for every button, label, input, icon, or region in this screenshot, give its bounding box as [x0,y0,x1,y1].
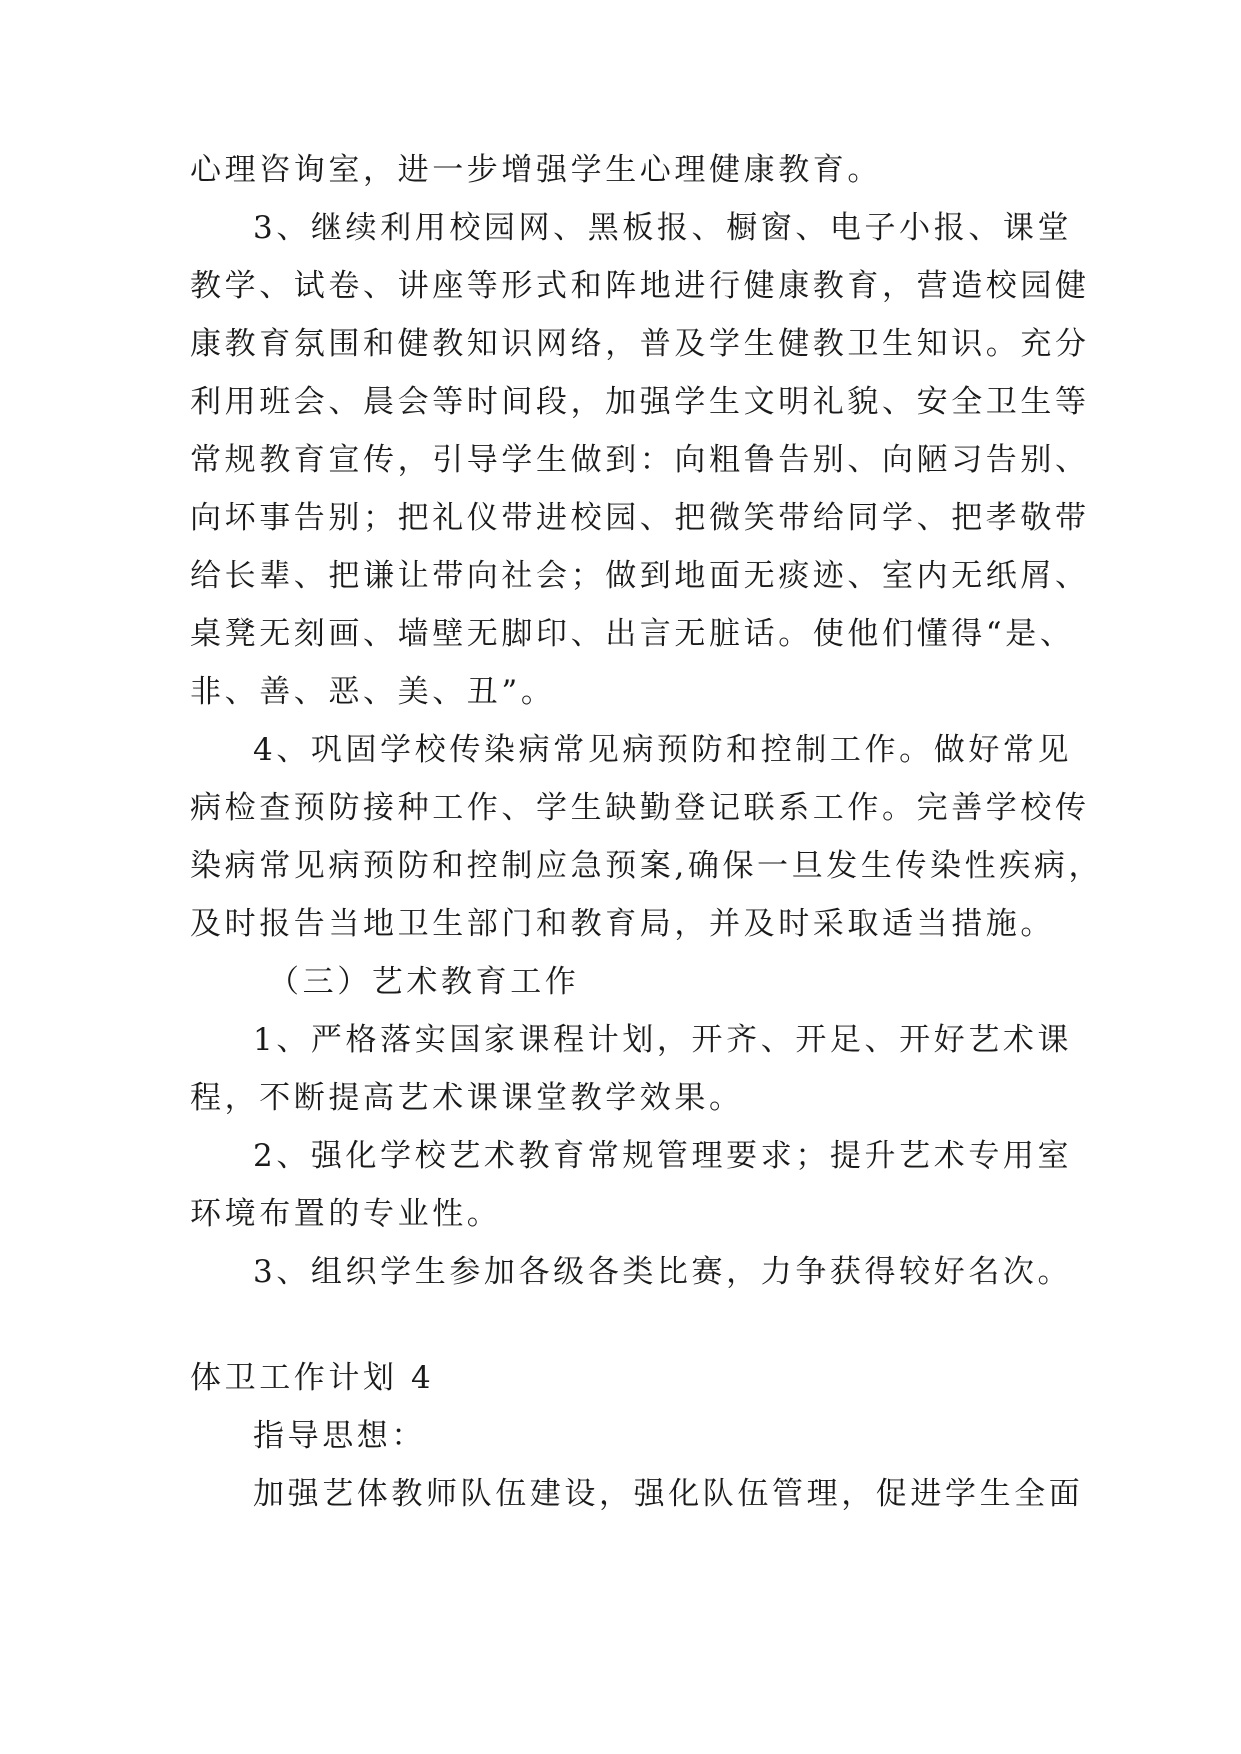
paragraph-line: 程，不断提高艺术课课堂教学效果。 [190,1080,744,1116]
paragraph-line: 3、继续利用校园网、黑板报、橱窗、电子小报、课堂 [253,210,1073,246]
subheading: 指导思想： [253,1418,426,1454]
paragraph-line: 染病常见病预防和控制应急预案,确保一旦发生传染性疾病， [190,848,1104,884]
paragraph-line: 利用班会、晨会等时间段，加强学生文明礼貌、安全卫生等 [190,384,1090,420]
section-heading: （三）艺术教育工作 [268,964,580,1000]
paragraph-line: 康教育氛围和健教知识网络，普及学生健教卫生知识。充分 [190,326,1090,362]
paragraph-line: 加强艺体教师队伍建设，强化队伍管理，促进学生全面 [253,1476,1084,1512]
paragraph-line: 病检查预防接种工作、学生缺勤登记联系工作。完善学校传 [190,790,1090,826]
document-title: 体卫工作计划 4 [190,1360,435,1396]
paragraph-line: 常规教育宣传，引导学生做到：向粗鲁告别、向陋习告别、 [190,442,1090,478]
paragraph-line: 向坏事告别；把礼仪带进校园、把微笑带给同学、把孝敬带 [190,500,1090,536]
paragraph-line: 及时报告当地卫生部门和教育局，并及时采取适当措施。 [190,906,1055,942]
paragraph-line: 1、严格落实国家课程计划，开齐、开足、开好艺术课 [253,1022,1073,1058]
paragraph-line: 3、组织学生参加各级各类比赛，力争获得较好名次。 [253,1254,1073,1290]
paragraph-line: 给长辈、把谦让带向社会；做到地面无痰迹、室内无纸屑、 [190,558,1090,594]
paragraph-line: 4、巩固学校传染病常见病预防和控制工作。做好常见 [253,732,1073,768]
paragraph-line: 环境布置的专业性。 [190,1196,502,1232]
paragraph-line: 2、强化学校艺术教育常规管理要求；提升艺术专用室 [253,1138,1073,1174]
paragraph-line: 心理咨询室，进一步增强学生心理健康教育。 [190,152,882,188]
paragraph-line: 教学、试卷、讲座等形式和阵地进行健康教育，营造校园健 [190,268,1090,304]
paragraph-line: 非、善、恶、美、丑”。 [190,674,556,710]
paragraph-line: 桌凳无刻画、墙壁无脚印、出言无脏话。使他们懂得“是、 [190,616,1075,652]
